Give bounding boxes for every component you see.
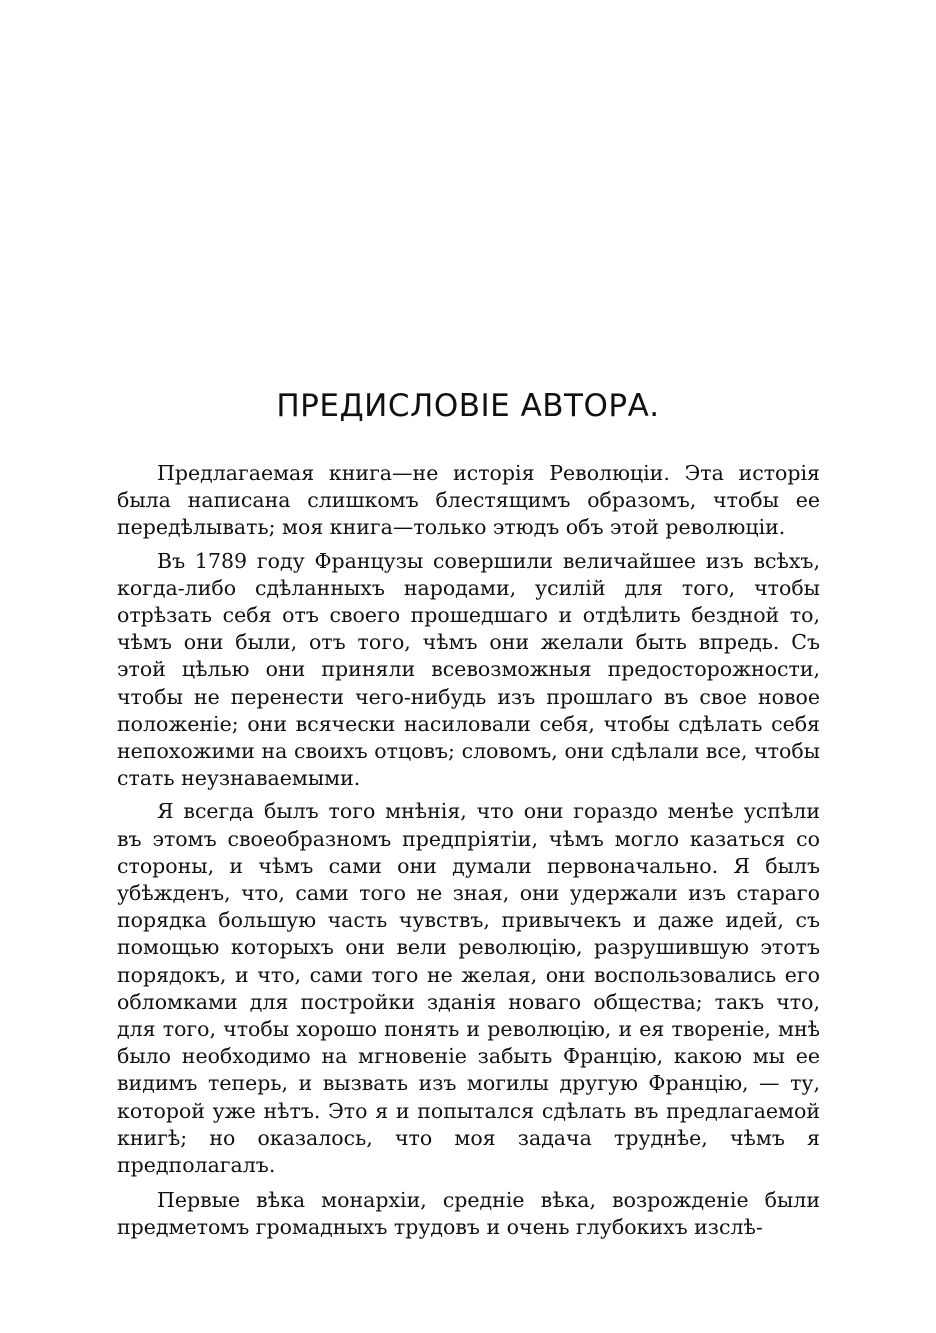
- body-text: [117, 460, 820, 1242]
- page-title: ПРЕДИСЛОВІЕ АВТОРА.: [276, 388, 660, 424]
- paragraph-2: Въ 1789 году Французы совершили величайшее изъ всѣхъ, когда-либо сдѣланныхъ народами, усилій для того, чтобы отрѣзать себя отъ своего прошедшаго и отдѣлить бездной то, чѣмъ они были, отъ того, чѣмъ они желали быть впредь. Съ этой цѣлью они приняли всевозможныя предосторожности, чтобы не перенести чего-нибудь изъ прошлаго въ свое новое положеніе; они всячески насиловали себя, чтобы сдѣлать себя непохожими на своихъ отцовъ; словомъ, они сдѣлали все, чтобы стать неузнаваемыми.: [117, 548, 820, 791]
- paragraph-3: Я всегда былъ того мнѣнія, что они гораздо менѣе успѣли въ этомъ своеобразномъ предпріятіи, чѣмъ могло казаться со стороны, и чѣмъ сами они думали первоначально. Я былъ убѣжденъ, что, сами того не зная, они удержали изъ стараго порядка большую часть чувствъ, привычекъ и даже идей, съ помощью которыхъ они вели революцію, разрушившую этотъ порядокъ, и что, сами того не желая, они воспользовались его обломками для постройки зданія новаго общества; такъ что, для того, чтобы хорошо понять и революцію, и ея твореніе, мнѣ было необходимо на мгновеніе забыть Францію, какою мы ее видимъ теперь, и вызвать изъ могилы другую Францію, — ту, которой уже нѣтъ. Это я и попытался сдѣлать въ предлагаемой книгѣ; но оказалось, что моя задача труднѣе, чѣмъ я предполагалъ.: [117, 799, 820, 1178]
- paragraph-1: Предлагаемая книга—не исторія Революціи. Эта исторія была написана слишкомъ блестящимъ образомъ, чтобы ее передѣлывать; моя книга—только этюдъ объ этой революціи.: [117, 461, 820, 540]
- paragraph-4: Первые вѣка монархіи, средніе вѣка, возрожденіе были предметомъ громадныхъ трудовъ и очень глубокихъ изслѣ-: [117, 1188, 820, 1240]
